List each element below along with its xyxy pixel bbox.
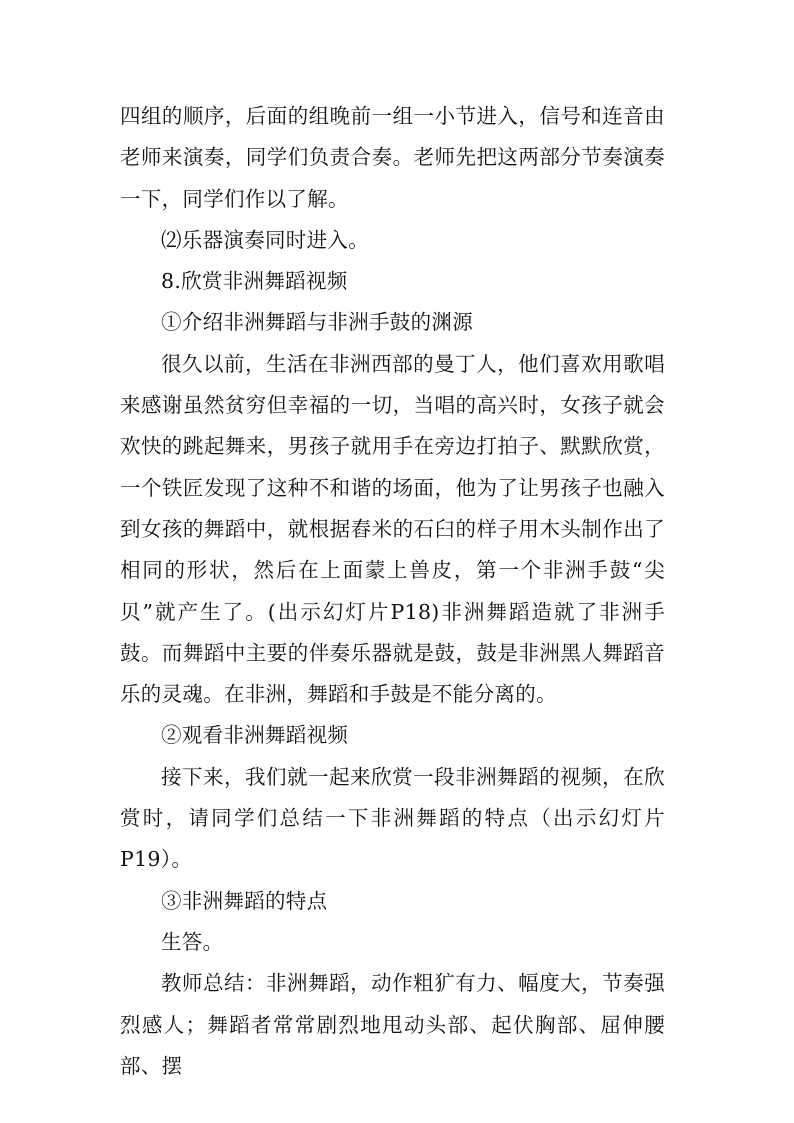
subheading-3: ③非洲舞蹈的特点 <box>161 888 328 913</box>
paragraph-2: ⑵乐器演奏同时进入。 <box>161 227 369 252</box>
paragraph-history: 很久以前，生活在非洲西部的曼丁人，他们喜欢用歌唱来感谢虽然贫穷但幸福的一切，当唱的高兴时，女孩子就会欢快的跳起舞来，男孩子就用手在旁边打拍子、默默欣赏，一个铁匠发现了这种不和谐的场面，他为了让男孩子也融入到女孩的舞蹈中，就根据舂米的石臼的样子用木头制作出了相同的形状，然后在上面蒙上兽皮，第一个非洲手鼓“尖贝”就产生了。(出示幻灯片P18)非洲舞蹈造就了非洲手鼓。而舞蹈中主要的伴奏乐器就是鼓，鼓是非洲黑人舞蹈音乐的灵魂。在非洲，舞蹈和手鼓是不能分离的。 <box>120 351 665 707</box>
paragraph-video: 接下来，我们就一起来欣赏一段非洲舞蹈的视频，在欣赏时，请同学们总结一下非洲舞蹈的特点（出示幻灯片P19）。 <box>120 764 665 872</box>
section-heading-8: 8.欣赏非洲舞蹈视频 <box>161 269 348 294</box>
document-body <box>120 96 665 1087</box>
paragraph-answer: 生答。 <box>161 929 224 954</box>
subheading-1: ①介绍非洲舞蹈与非洲手鼓的渊源 <box>161 310 473 335</box>
subheading-2: ②观看非洲舞蹈视频 <box>161 723 349 748</box>
paragraph-summary: 教师总结：非洲舞蹈，动作粗犷有力、幅度大，节奏强烈感人；舞蹈者常常剧烈地甩动头部、起伏胸部、屈伸腰部、摆 <box>120 971 665 1078</box>
paragraph-1: 四组的顺序，后面的组晚前一组一小节进入，信号和连音由老师来演奏，同学们负责合奏。老师先把这两部分节奏演奏一下，同学们作以了解。 <box>120 104 665 211</box>
